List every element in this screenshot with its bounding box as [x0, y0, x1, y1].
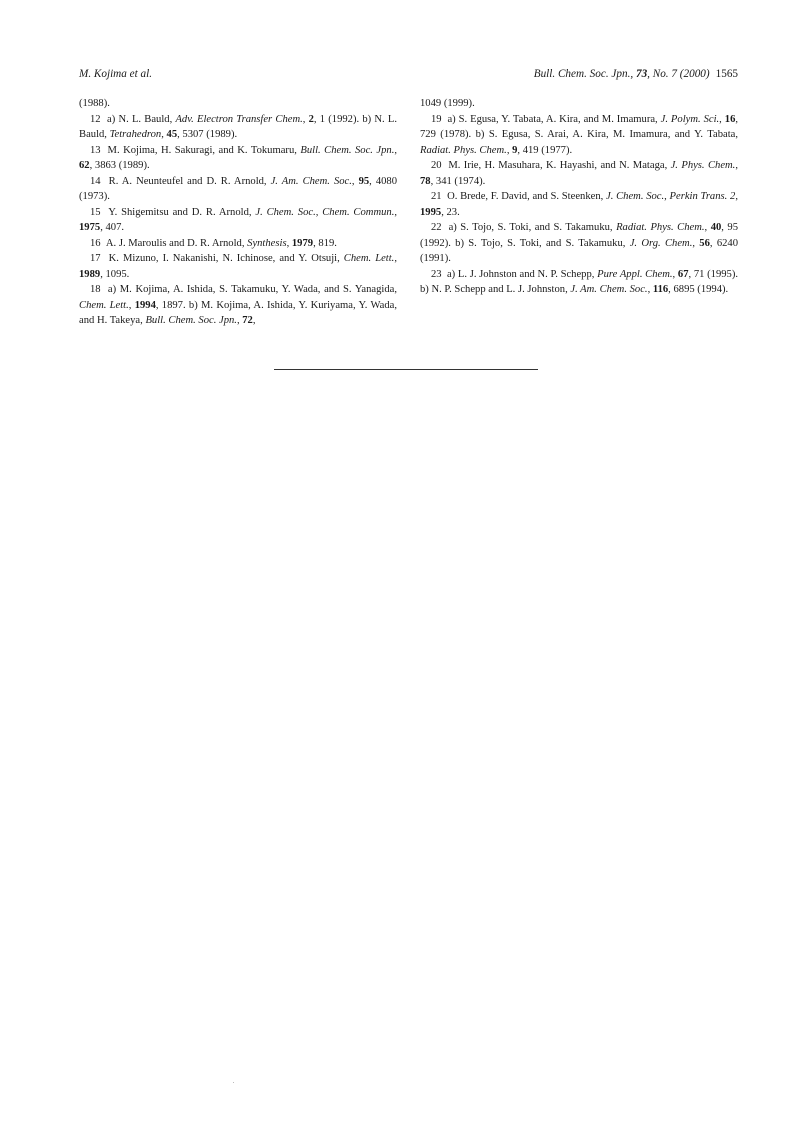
- reference-23: 23 a) L. J. Johnston and N. P. Schepp, Pure Appl. Chem., 67, 71 (1995). b) N. P. Schepp and L. J. Johnston, J. Am. Chem. Soc., 116, 6895 (1994).: [420, 268, 739, 295]
- reference-20: 20 M. Irie, H. Masuhara, K. Hayashi, and N. Mataga, J. Phys. Chem., 78, 341 (1974).: [420, 160, 738, 187]
- running-header: [79, 66, 738, 82]
- reference-16: 16 A. J. Maroulis and D. R. Arnold, Synthesis, 1979, 819.: [90, 237, 337, 249]
- reference-continuation-11: (1988).: [79, 98, 110, 109]
- reference-21: 21 O. Brede, F. David, and S. Steenken, J. Chem. Soc., Perkin Trans. 2, 1995, 23.: [420, 191, 738, 218]
- reference-18: 18 a) M. Kojima, A. Ishida, S. Takamuku, Y. Wada, and S. Yanagida, Chem. Lett., 1994, 1897. b) M. Kojima, A. Ishida, Y. Kuriyama, Y. Wada, and H. Takeya, Bull. Chem. Soc. Jpn., 72,: [79, 284, 397, 326]
- running-head-journal: Bull. Chem. Soc. Jpn., 73, No. 7 (2000): [533, 68, 710, 80]
- reference-22: 22 a) S. Tojo, S. Toki, and S. Takamuku, Radiat. Phys. Chem., 40, 95 (1992). b) S. Tojo, S. Toki, and S. Takamuku, J. Org. Chem., 56, 6240 (1991).: [420, 222, 739, 264]
- reference-17: 17 K. Mizuno, I. Nakanishi, N. Ichinose, and Y. Otsuji, Chem. Lett., 1989, 1095.: [79, 253, 397, 280]
- end-of-article-rule: [274, 369, 538, 370]
- reference-13: 13 M. Kojima, H. Sakuragi, and K. Tokumaru, Bull. Chem. Soc. Jpn., 62, 3863 (1989).: [79, 144, 397, 171]
- reference-19: 19 a) S. Egusa, Y. Tabata, A. Kira, and M. Imamura, J. Polym. Sci., 16, 729 (1978). b) S. Egusa, S. Arai, A. Kira, M. Imamura, and Y. Tabata, Radiat. Phys. Chem., 9, 419 (1977).: [420, 113, 739, 156]
- reference-continuation-18: 1049 (1999).: [420, 98, 475, 109]
- page-number: 1565: [715, 68, 738, 80]
- reference-column-right: [420, 96, 738, 298]
- scan-speck: [233, 1082, 234, 1083]
- reference-column-left: [79, 96, 397, 329]
- reference-14: 14 R. A. Neunteufel and D. R. Arnold, J. Am. Chem. Soc., 95, 4080 (1973).: [79, 175, 398, 202]
- running-head-authors: M. Kojima et al.: [79, 68, 153, 80]
- reference-15: 15 Y. Shigemitsu and D. R. Arnold, J. Chem. Soc., Chem. Commun., 1975, 407.: [79, 206, 397, 233]
- running-head-journal-block: [534, 66, 738, 82]
- reference-12: 12 a) N. L. Bauld, Adv. Electron Transfer Chem., 2, 1 (1992). b) N. L. Bauld, Tetrahedron, 45, 5307 (1989).: [79, 113, 398, 140]
